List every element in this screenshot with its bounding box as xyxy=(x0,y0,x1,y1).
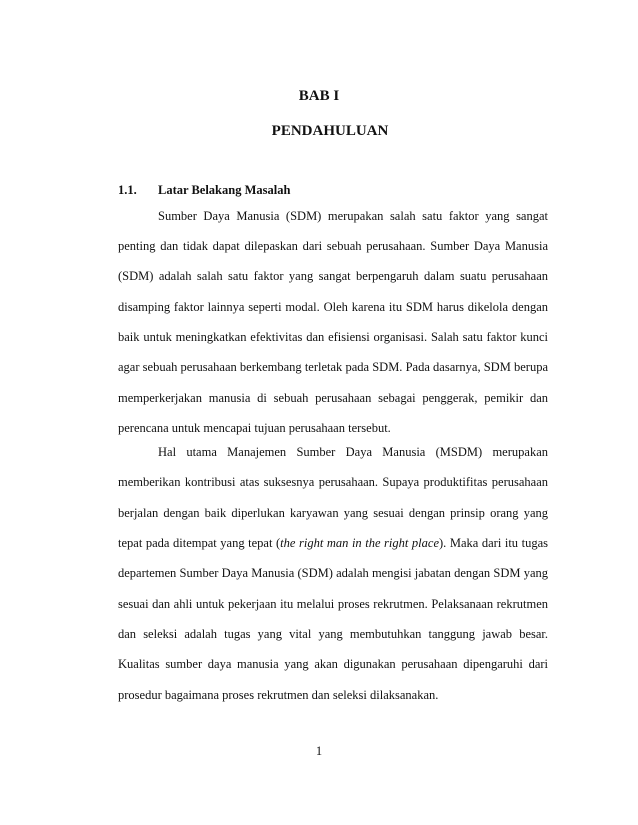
paragraph-line: berjalan dengan baik diperlukan karyawan yang sesuai dengan prinsip orang yang xyxy=(118,506,548,520)
paragraph-line: agar sebuah perusahaan berkembang terletak pada SDM. Pada dasarnya, SDM berupa xyxy=(118,360,548,374)
chapter-number: BAB I xyxy=(298,88,340,104)
paragraph-line: memberikan kontribusi atas suksesnya perusahaan. Supaya produktifitas perusahaan xyxy=(118,475,548,489)
paragraph-line: dan seleksi adalah tugas yang vital yang membutuhkan tanggung jawab besar. xyxy=(118,627,548,641)
paragraph-line: baik untuk meningkatkan efektivitas dan efisiensi organisasi. Salah satu faktor kunci xyxy=(118,330,548,344)
paragraph-line: (SDM) adalah salah satu faktor yang sangat berpengaruh dalam suatu perusahaan xyxy=(118,269,548,283)
paragraph-line: Sumber Daya Manusia (SDM) merupakan salah satu faktor yang sangat xyxy=(158,209,548,223)
paragraph-line xyxy=(118,535,548,551)
paragraph-line: perencana untuk mencapai tujuan perusahaan tersebut. xyxy=(118,421,391,435)
paragraph-line: penting dan tidak dapat dilepaskan dari sebuah perusahaan. Sumber Daya Manusia xyxy=(118,239,548,253)
text-span: ). Maka dari itu tugas xyxy=(439,536,548,550)
section-number: 1.1. xyxy=(118,183,137,197)
section-title: Latar Belakang Masalah xyxy=(158,183,291,197)
paragraph-line: prosedur bagaimana proses rekrutmen dan seleksi dilaksanakan. xyxy=(118,688,439,702)
paragraph-line: Kualitas sumber daya manusia yang akan digunakan perusahaan dipengaruhi dari xyxy=(118,657,548,671)
section-heading xyxy=(118,183,290,198)
paragraph-line: Hal utama Manajemen Sumber Daya Manusia (MSDM) merupakan xyxy=(158,445,548,459)
paragraph-line: disamping faktor lainnya seperti modal. Oleh karena itu SDM harus dikelola dengan xyxy=(118,300,548,314)
page-number: 1 xyxy=(315,744,323,758)
italic-phrase: the right man in the right place xyxy=(280,536,439,550)
paragraph-line: sesuai dan ahli untuk pekerjaan itu melalui proses rekrutmen. Pelaksanaan rekrutmen xyxy=(118,597,548,611)
paragraph-line: departemen Sumber Daya Manusia (SDM) adalah mengisi jabatan dengan SDM yang xyxy=(118,566,548,580)
text-span: tepat pada ditempat yang tepat ( xyxy=(118,536,281,550)
paragraph-line: memperkerjakan manusia di sebuah perusahaan sebagai penggerak, pemikir dan xyxy=(118,391,548,405)
chapter-title: PENDAHULUAN xyxy=(271,123,389,139)
